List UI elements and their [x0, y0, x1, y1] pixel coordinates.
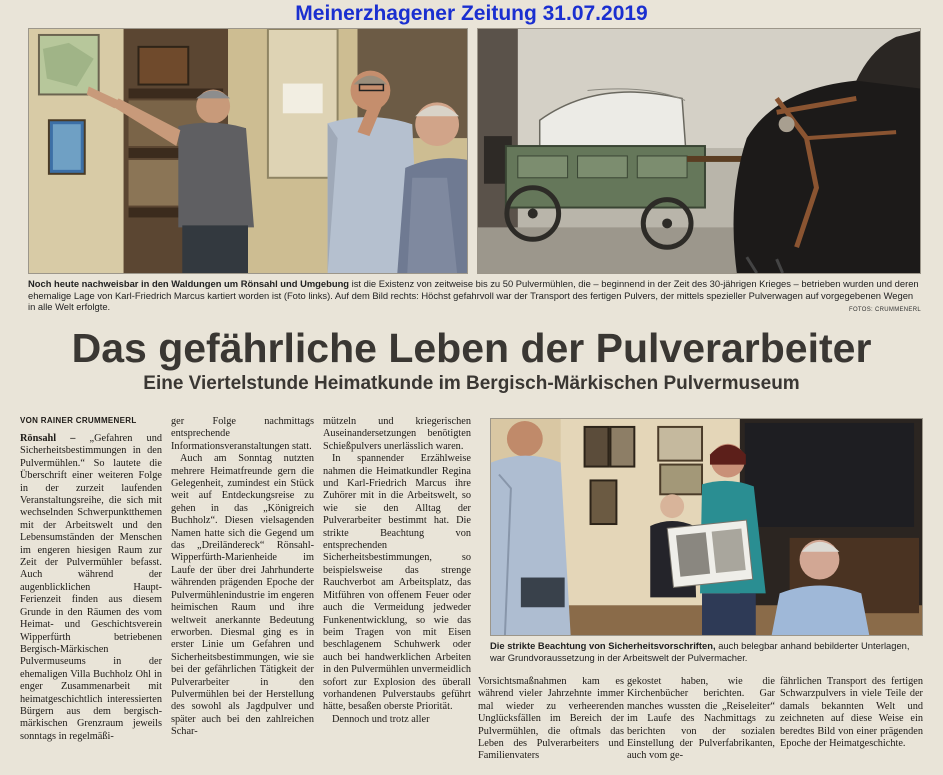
column-3-paragraph-3: Dennoch und trotz aller: [332, 713, 430, 725]
photo-caption-top-lead: Noch heute nachweisbar in den Waldungen um Rönsahl und Umgebung: [28, 278, 350, 289]
article-byline: VON RAINER CRUMMENERL: [20, 416, 137, 425]
column-2-paragraph-1: ger Folge nachmittags entsprechende Informationsveranstaltungen statt.: [171, 416, 314, 452]
column-3-paragraph-2: In spannender Erzählweise nahmen die Heimatkundler Regina und Karl-Friedrich Marcus ihre Zuhörer mit in die Arbeitswelt, so wie sie den Alltag der Pulverarbeiter bestimmt hat. Die strikte Beachtung von entsprechenden Sicherheitsbestimmungen, so beispielsweise das strenge Rauchverbot am Arbeitsplatz, das Mitführen von offenem Feuer oder auch die Vermeidung jedweder Funkenentwicklung, so wie das beim Tragen von mit Eisen beschlagenem Schuhwerk oder auch bei handwerklichen Arbeiten in den Pulvermühlen unvermeidlich sofort zur Explosion des überall vorhandenen Pulverstaubs geführt hätte, besaßen oberste Priorität.: [323, 453, 471, 713]
article-column-4: [478, 676, 624, 763]
article-column-5: [627, 676, 775, 763]
masthead: Meinerzhagener Zeitung 31.07.2019: [295, 2, 648, 25]
photo-visitors-with-documents: [490, 418, 923, 636]
column-6-text: fährlichen Transport des fertigen Schwarzpulvers in viele Teile der damals bekannten Welt und zeichneten auf diese Weise ein beredtes Bild von einer prägenden Epoche der Heimatgeschichte.: [780, 676, 923, 750]
photo-caption-bottom-lead: Die strikte Beachtung von Sicherheitsvorschriften,: [490, 640, 716, 651]
photo-caption-top-text: ist die Existenz von zeitweise bis zu 50 Pulvermühlen, die – beginnend in der Zeit des 30-jährigen Krieges – betrieben wurden und deren ehemalige Lage von Karl-Friedrich Marcus kartiert worden ist (Foto links). Auf dem Bild rechts: Höchst gefahrvoll war der Transport des fertigen Pulvers, der mittels spezieller Pulverwagen auf vorgegebenen Wegen in alle Welt erfolgte.: [28, 278, 919, 313]
column-2-paragraph-2: Auch am Sonntag nutzten mehrere Heimatfreunde gern die Gelegenheit, zumindest ein Stück weit auf Entdeckungsreise zu gehen in das „Königreich Buchholz“. Diesen vielsagenden Namen hatte sich die Gegend um das „Dreiländereck“ Rönsahl-Wipperfürth-Marienheide im Laufe der über drei Jahrhunderte währenden prägenden Epoche der Pulvermühlenindustrie im engeren heimischen Raum und ihre weltweit anerkannte Bedeutung erworben. Diesmal ging es in erster Linie um Gefahren und Sicherheitsbestimmungen, wie sie bei der gefährlichen Tätigkeit der Pulverarbeiter in den Pulvermühlen bei der Herstellung des sowohl als Jagdpulver und später auch bei den zahlreichen Schar-: [171, 453, 314, 738]
article-column-2: [171, 416, 314, 739]
column-4-text: Vorsichtsmaßnahmen kam es während vieler Jahrzehnte immer mal wieder zu verheerenden Unglücksfällen im Bereich der Pulvermühlen, die oftmals das Leben des Pulverarbeiters und Familienvaters: [478, 676, 624, 762]
photo-caption-bottom-text: auch belegbar anhand bebilderter Unterlagen, war Grundvoraussetzung in der Arbeitswelt der Pulvermacher.: [490, 640, 910, 663]
article-dateline: Rönsahl –: [20, 433, 76, 444]
column-1-text: „Gefahren und Sicherheitsbestimmungen in den Pulvermühlen.“ So lautete die Überschrift einer weiteren Folge in der zurzeit laufenden Veranstaltungsreihe, die sich mit wechselnden Schwerpunktthemen mit der Arbeitswelt und den Lebensumständen der Menschen im engeren hiesigen Raum zur Zeit der Pulvermühler befasst. Auch während der augenblicklichen Haupt-Ferienzeit finden aus diesem Grunde in den Räumen des vom Heimat- und Geschichtsverein Wipperfürth betriebenen Bergisch-Märkischen Pulvermuseums in der ehemaligen Villa Buchholz Ohl in enger Zusammenarbeit mit heimatgeschichtlich interessierten Bürgern aus dem bergisch-märkischen Grenzraum jeweils sonntags in regelmäßi-: [20, 433, 163, 742]
column-3-paragraph-1: mützeln und kriegerischen Auseinandersetzungen benötigten Schießpulvers unerlässlich waren.: [323, 416, 471, 452]
article-column-1: [20, 433, 162, 743]
photo-credit: FOTOS: CRUMMENERL: [849, 307, 921, 313]
photo-powder-wagon-horse: [477, 28, 921, 274]
photo-caption-top: [28, 278, 921, 313]
article-subheadline: Eine Viertelstunde Heimatkunde im Bergisch-Märkischen Pulvermuseum: [143, 373, 800, 394]
article-column-3: [323, 416, 471, 726]
article-column-6: [780, 676, 923, 750]
photo-man-pointing-at-map: [28, 28, 468, 274]
photo-caption-bottom: [490, 640, 923, 663]
article-headline: Das gefährliche Leben der Pulverarbeiter: [71, 325, 872, 371]
column-5-text: gekostet haben, wie die Kirchenbücher berichten. Gar manches wussten die „Reiseleiter“ im Laufe des Nachmittags zu berichten von der sozialen Einstellung der Pulverfabrikanten, auch vom ge-: [627, 676, 775, 762]
